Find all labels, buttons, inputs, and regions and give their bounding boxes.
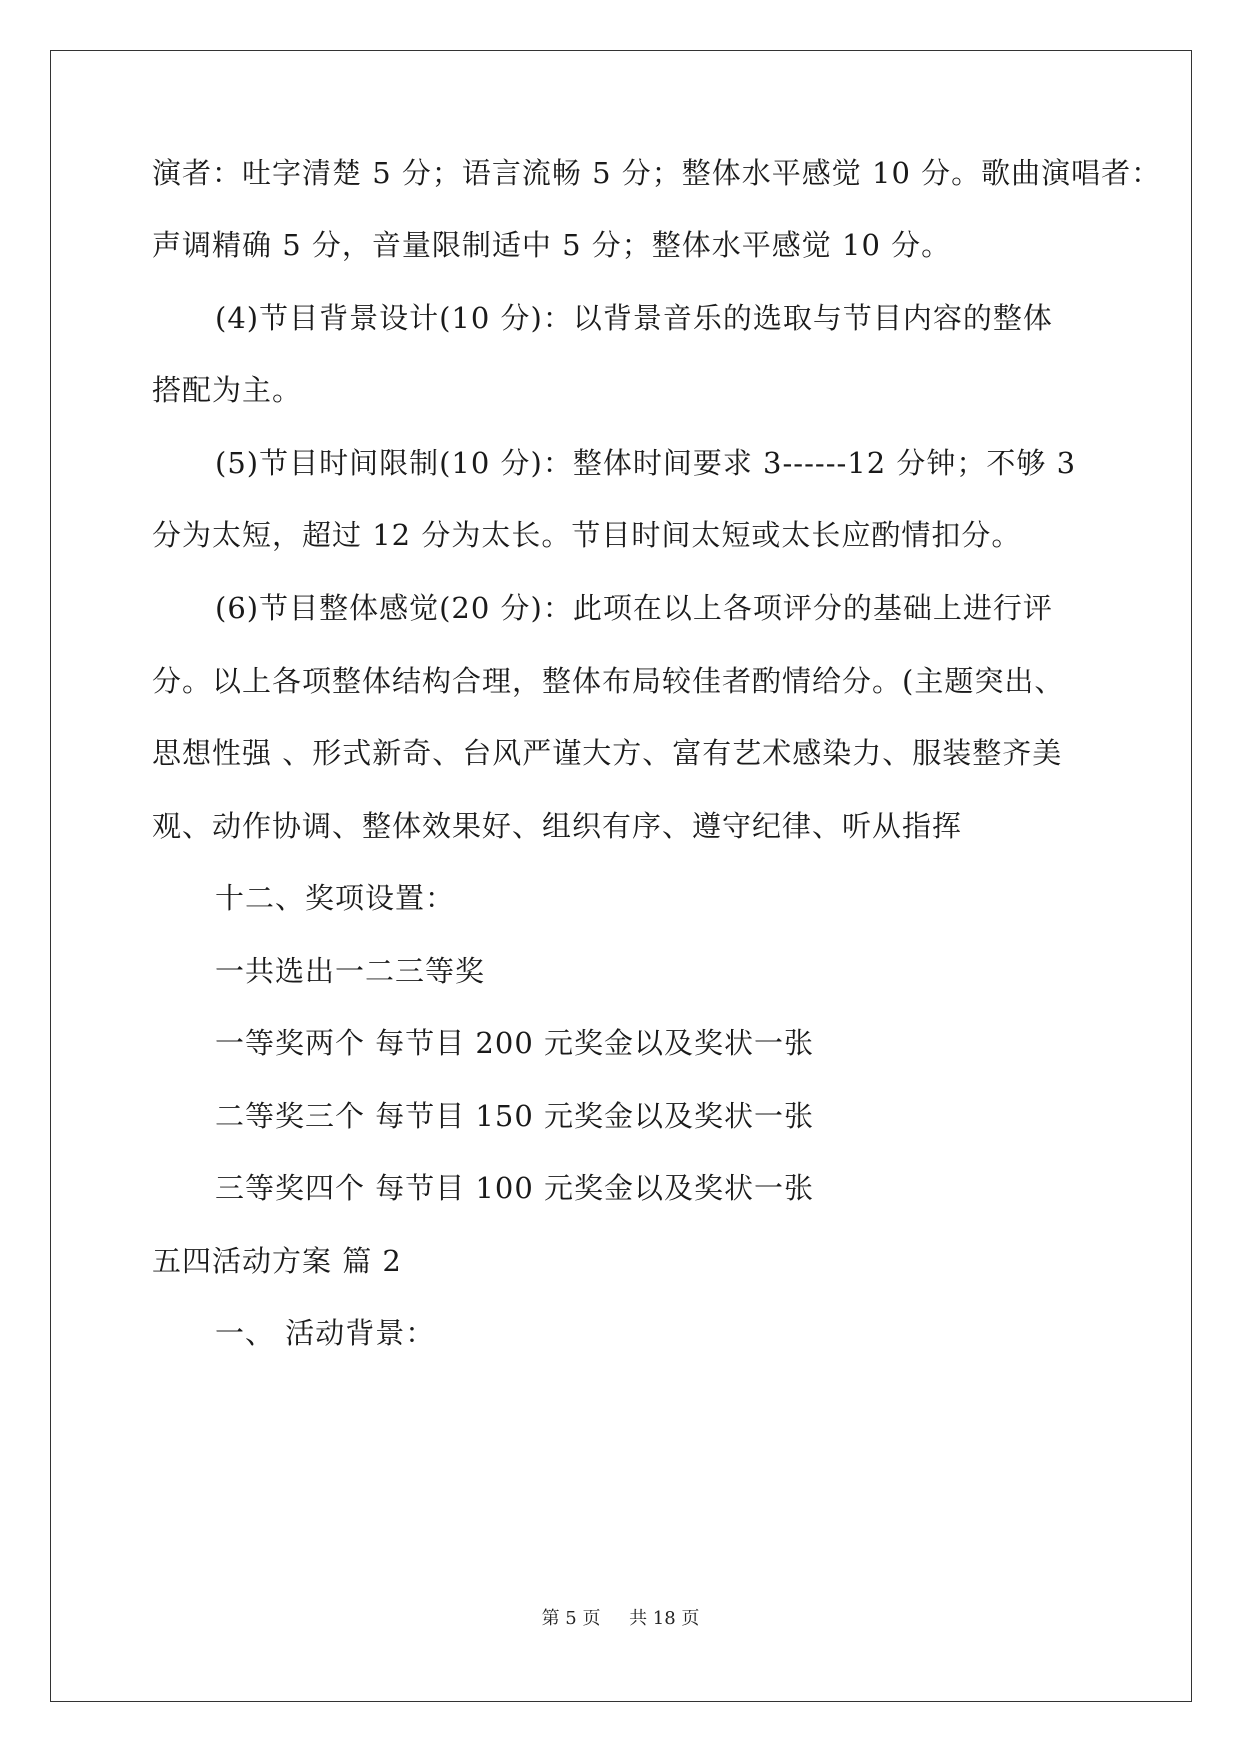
text-line: 声调精确 5 分，音量限制适中 5 分；整体水平感觉 10 分。 (152, 228, 952, 262)
prize-line: 三等奖四个 每节目 100 元奖金以及奖状一张 (215, 1171, 815, 1205)
page-number: 第 5 页 (541, 1608, 601, 1629)
text-line: (4)节目背景设计(10 分)：以背景音乐的选取与节目内容的整体 (215, 301, 1053, 335)
text-line: 思想性强 、形式新奇、台风严谨大方、富有艺术感染力、服装整齐美 (152, 736, 1063, 770)
prize-line: 一等奖两个 每节目 200 元奖金以及奖状一张 (215, 1026, 815, 1060)
text-line: 搭配为主。 (152, 373, 303, 407)
section-heading: 十二、奖项设置： (215, 881, 456, 915)
text-line: 分。以上各项整体结构合理，整体布局较佳者酌情给分。(主题突出、 (152, 664, 1065, 698)
document-title: 五四活动方案 篇 2 (152, 1244, 402, 1278)
text-line: (5)节目时间限制(10 分)：整体时间要求 3------12 分钟；不够 3 (215, 446, 1077, 480)
section-heading: 一、 活动背景： (215, 1316, 436, 1350)
page-total: 共 18 页 (629, 1608, 700, 1629)
text-line: 演者：吐字清楚 5 分；语言流畅 5 分；整体水平感觉 10 分。歌曲演唱者： (152, 156, 1162, 190)
page-footer (0, 1604, 1241, 1630)
prize-line: 二等奖三个 每节目 150 元奖金以及奖状一张 (215, 1099, 815, 1133)
text-line: 观、动作协调、整体效果好、组织有序、遵守纪律、听从指挥 (152, 809, 963, 843)
text-line: 一共选出一二三等奖 (215, 954, 486, 988)
text-line: 分为太短，超过 12 分为太长。节目时间太短或太长应酌情扣分。 (152, 518, 1022, 552)
text-line: (6)节目整体感觉(20 分)：此项在以上各项评分的基础上进行评 (215, 591, 1053, 625)
